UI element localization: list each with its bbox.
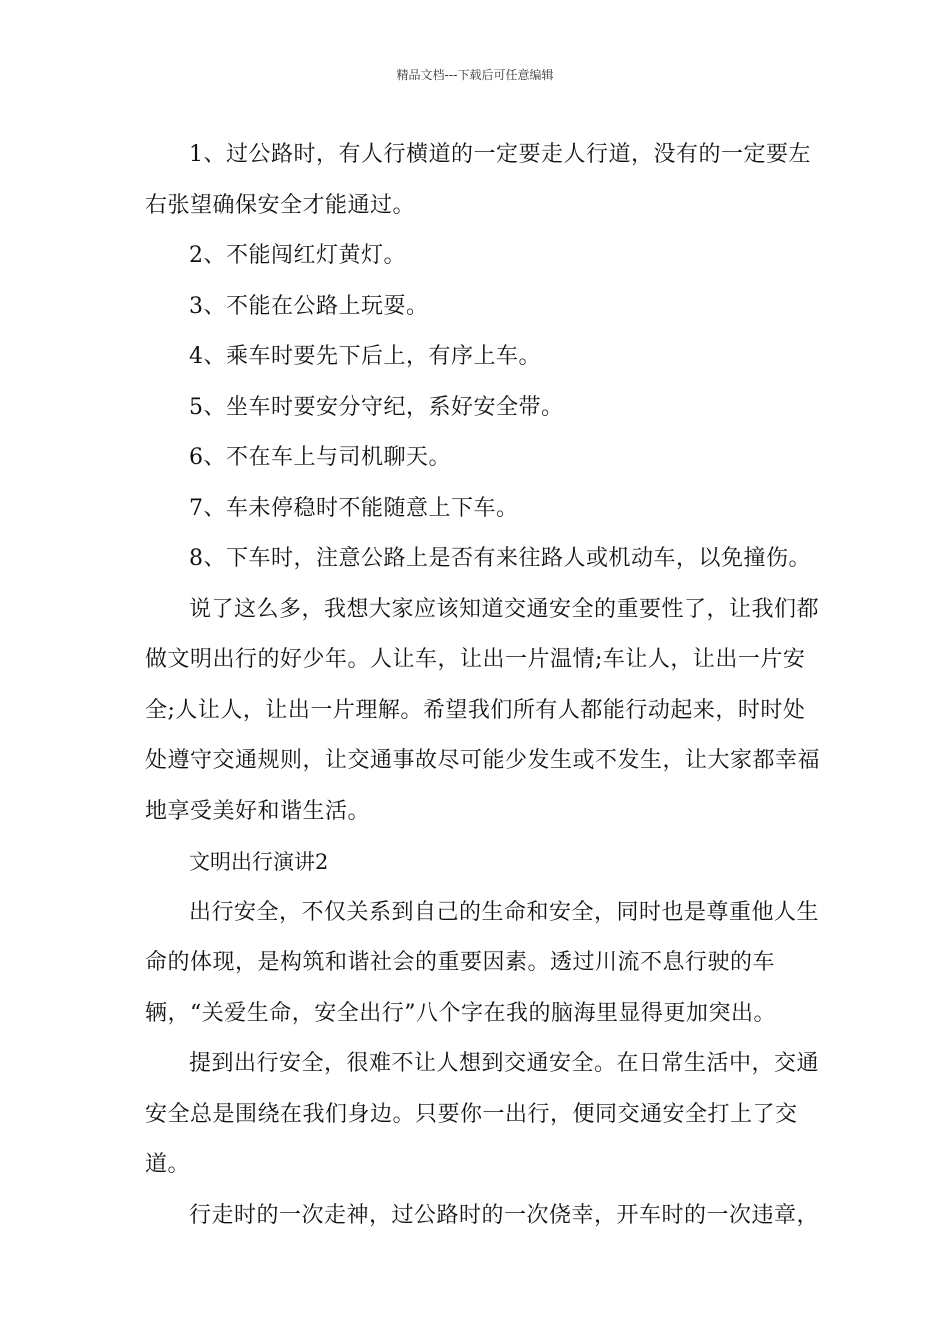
section-paragraph-2: 提到出行安全，很难不让人想到交通安全。在日常生活中，交通安全总是围绕在我们身边。只要你一出行，便同交通安全打上了交道。 (145, 1051, 820, 1177)
rule-3: 3、不能在公路上玩耍。 (189, 293, 429, 319)
section-paragraph-3: 行走时的一次走神，过公路时的一次侥幸，开车时的一次违章， (189, 1202, 820, 1228)
page-header: 精品文档---下载后可任意编辑 (396, 68, 554, 82)
rule-5: 5、坐车时要安分守纪，系好安全带。 (189, 394, 564, 420)
rule-2: 2、不能闯红灯黄灯。 (189, 243, 406, 268)
rule-4: 4、乘车时要先下后上，有序上车。 (189, 344, 541, 369)
rule-8: 8、下车时，注意公路上是否有来往路人或机动车，以免撞伤。 (189, 546, 811, 571)
rule-1: 1、过公路时，有人行横道的一定要走人行道，没有的一定要左右张望确保安全才能通过。 (145, 142, 811, 218)
rule-7: 7、车未停稳时不能随意上下车。 (189, 495, 519, 521)
section-paragraph-1: 出行安全，不仅关系到自己的生命和安全，同时也是尊重他人生命的体现，是构筑和谐社会的重要因素。透过川流不息行驶的车辆，“关爱生命，安全出行”八个字在我的脑海里显得更加突出。 (145, 899, 820, 1026)
rule-6: 6、不在车上与司机聊天。 (189, 445, 451, 470)
document-body (145, 130, 825, 1241)
section-title: 文明出行演讲2 (189, 850, 329, 874)
closing-paragraph: 说了这么多，我想大家应该知道交通安全的重要性了，让我们都做文明出行的好少年。人让车，让出一片温情;车让人，让出一片安全;人让人，让出一片理解。希望我们所有人都能行动起来，时时处处遵守交通规则，让交通事故尽可能少发生或不发生，让大家都幸福地享受美好和谐生活。 (145, 596, 821, 824)
